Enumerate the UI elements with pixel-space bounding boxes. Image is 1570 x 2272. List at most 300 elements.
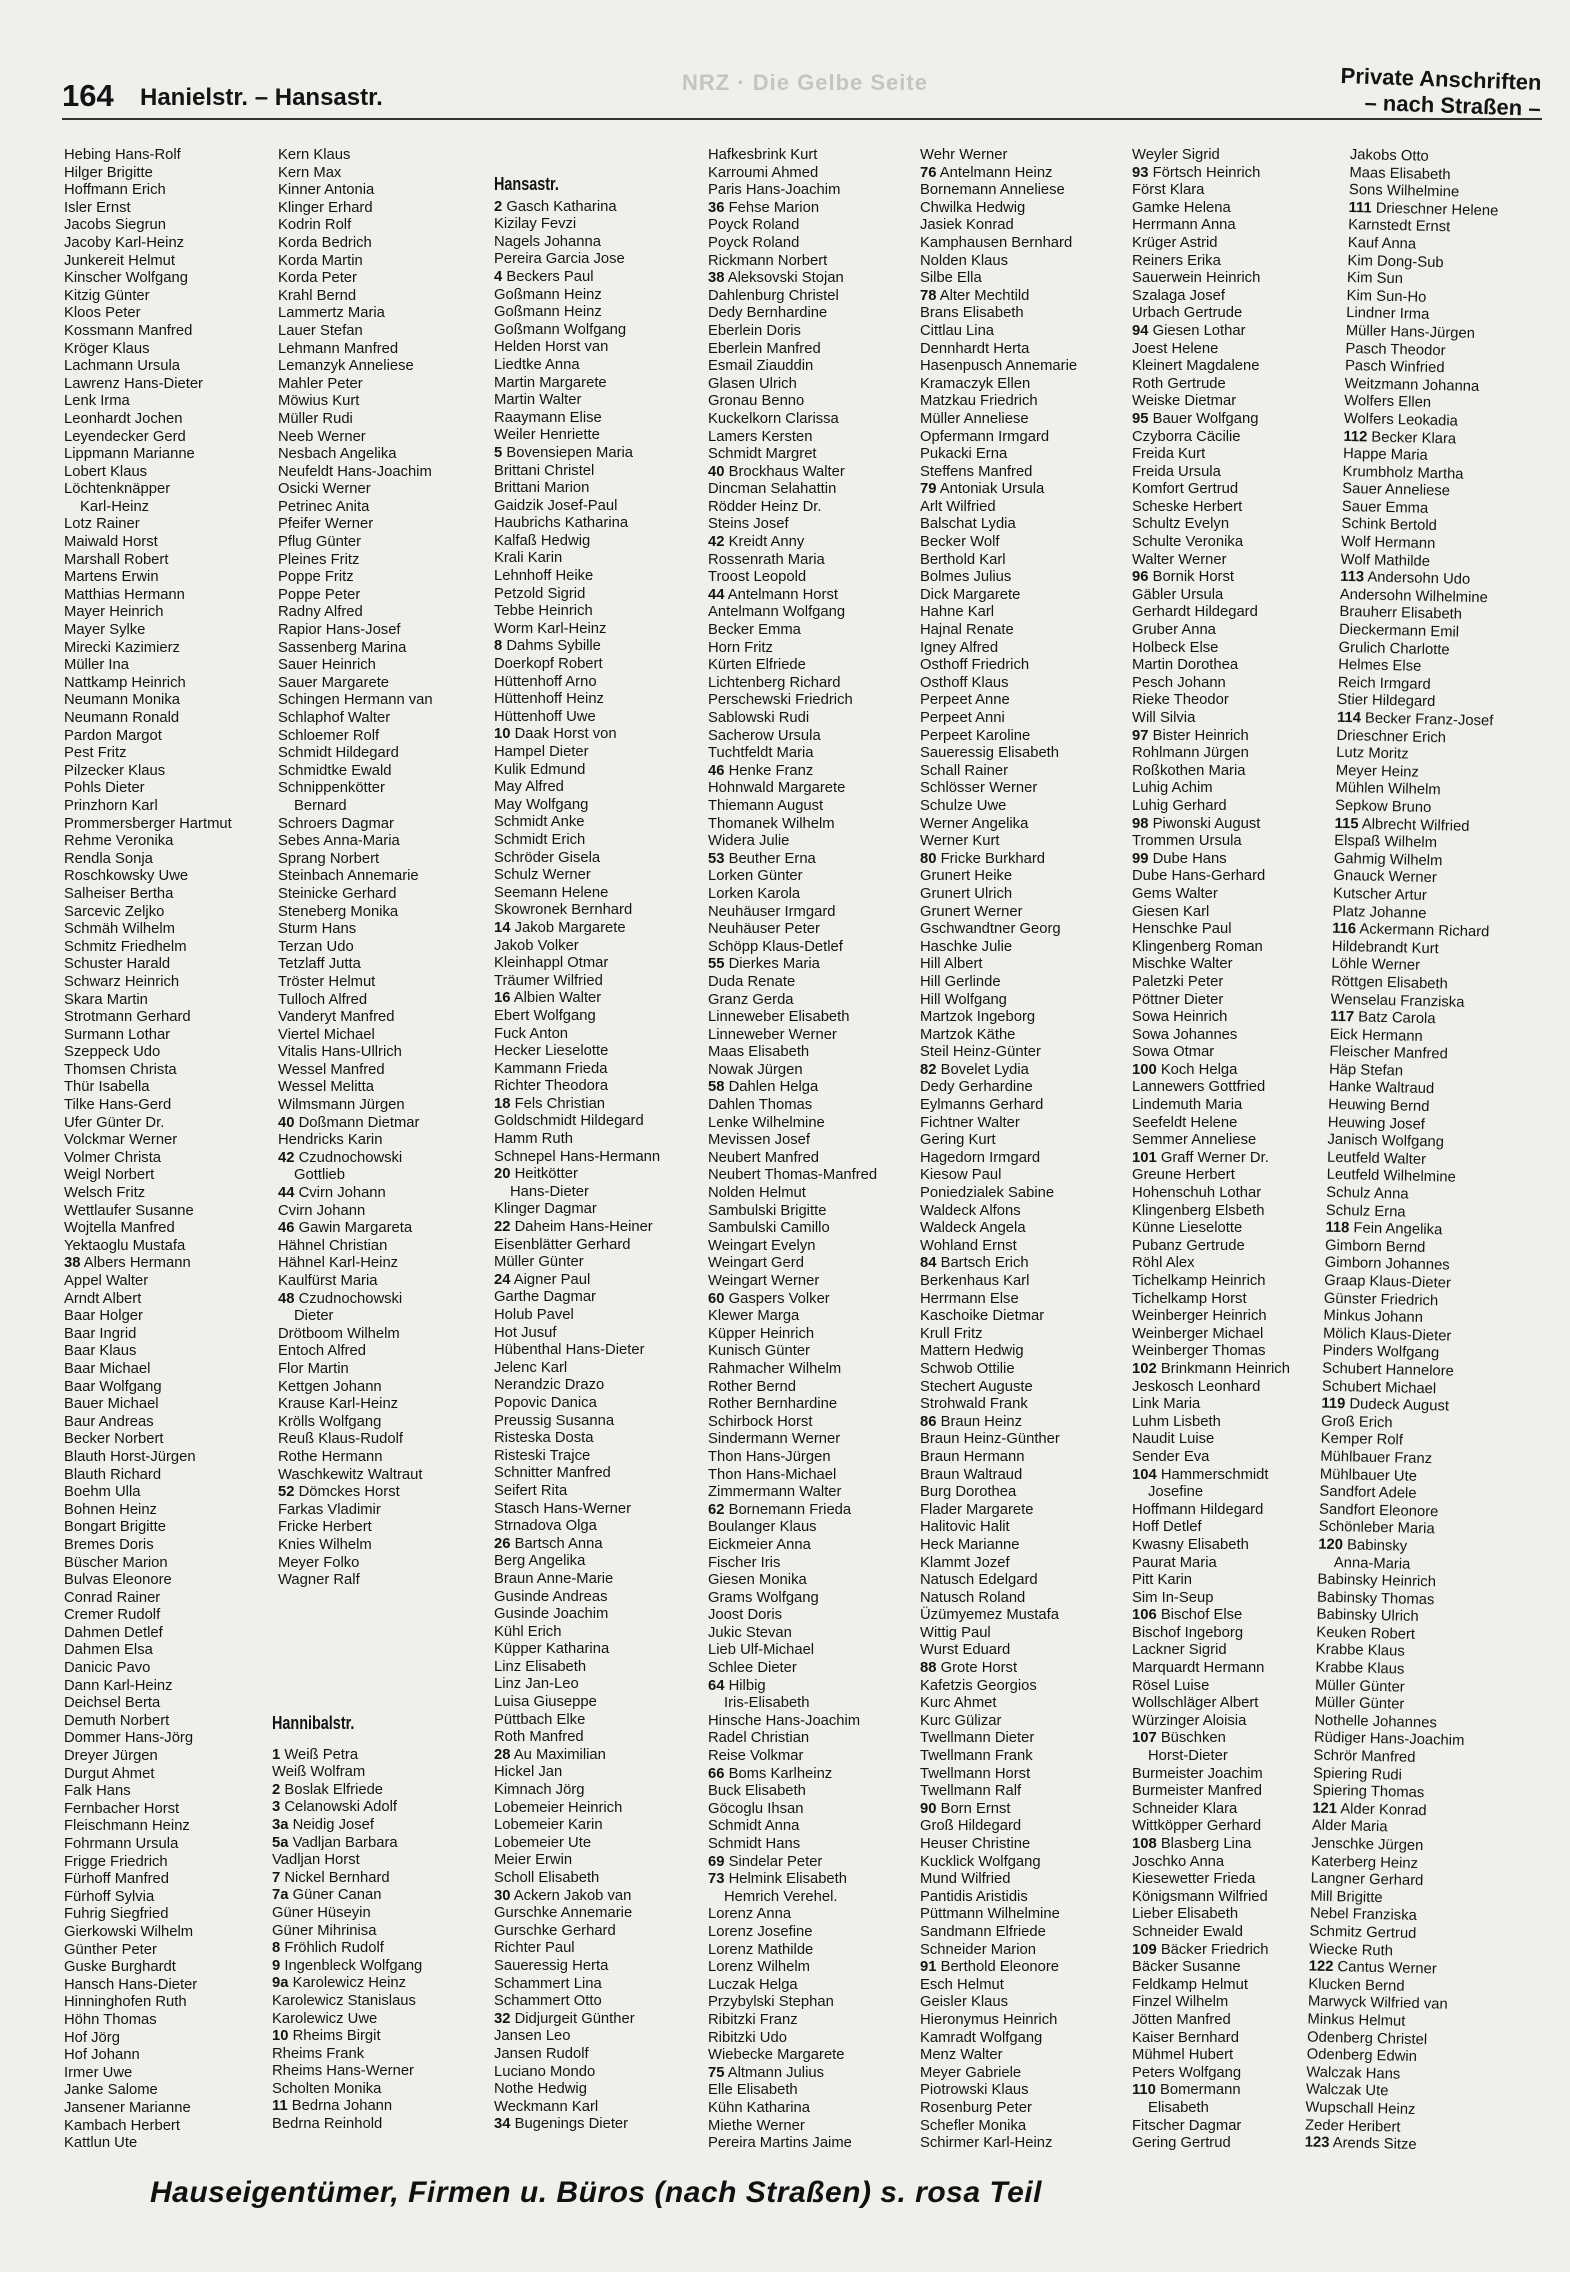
directory-entry: Happe Maria [1342,446,1428,464]
directory-entry: Hoff Detlef [1132,1519,1202,1536]
directory-entry: Worm Karl-Heinz [494,620,607,637]
directory-entry: Hafkesbrink Kurt [708,147,818,163]
directory-entry: Flor Martin [278,1360,349,1377]
directory-entry: Wolfers Ellen [1344,393,1432,412]
directory-entry-continuation: Hemrich Verehel. [724,1888,838,1905]
directory-entry: Miethe Werner [708,2117,805,2134]
directory-entry: Rapior Hans-Josef [278,622,401,639]
directory-entry: Dommer Hans-Jörg [64,1730,194,1747]
house-number: 52 [278,1484,295,1501]
house-number: 5 [494,444,503,461]
directory-entry: Kaschoike Dietmar [920,1308,1045,1325]
directory-entry: Kühn Katharina [708,2099,811,2116]
directory-entry: Schmidt Anna [708,1818,800,1835]
directory-entry: Hickel Jan [494,1764,563,1781]
directory-entry: Hill Albert [920,956,983,973]
directory-entry: Blauth Horst-Jürgen [64,1448,196,1465]
house-number: 20 [494,1166,511,1183]
directory-entry: Zeder Heribert [1304,2116,1401,2136]
directory-entry: Poniedzialek Sabine [920,1185,1055,1202]
directory-entry: Becker Emma [708,622,801,639]
directory-entry: Klammt Jozef [920,1554,1010,1571]
directory-entry: Kurc Gülizar [920,1712,1002,1729]
directory-entry: Seefeldt Helene [1132,1114,1238,1131]
directory-entry: Wohland Ernst [920,1237,1017,1254]
directory-entry: Schink Bertold [1341,516,1438,535]
house-number: 24 [494,1271,511,1288]
directory-entry: Schmitz Friedhelm [64,938,187,955]
directory-entry: Grams Wolfgang [708,1589,819,1606]
house-number: 3 [272,1799,281,1816]
directory-entry: Tetzlaff Jutta [278,956,361,973]
house-number: 14 [494,919,511,936]
directory-entry: Grulich Charlotte [1338,639,1450,659]
directory-entry: Klinger Dagmar [494,1201,597,1218]
directory-entry: Wollschläger Albert [1132,1695,1259,1712]
directory-entry: Geisler Klaus [920,1994,1008,2011]
directory-entry: Hildebrandt Kurt [1331,938,1439,957]
directory-entry: Gamke Helena [1132,199,1231,216]
directory-entry: Heuwing Bernd [1328,1096,1430,1116]
directory-entry: Pereira Martins Jaime [708,2135,852,2152]
directory-entry: Guske Burghardt [64,1959,176,1976]
directory-entry: Mattern Hedwig [920,1343,1024,1360]
directory-entry: Matthias Hermann [64,586,185,603]
directory-entry: Pesch Johann [1132,674,1226,691]
directory-entry-continuation: Elisabeth [1148,2099,1209,2116]
directory-entry: Jansen Leo [494,2028,571,2045]
directory-entry: Lehmann Manfred [278,340,399,357]
house-number: 8 [494,638,503,655]
directory-entry: Dube Hans-Gerhard [1132,868,1266,885]
directory-entry: 113 Andersohn Udo [1340,569,1471,589]
directory-entry: Schingen Hermann van [278,692,433,709]
directory-entry: Helmes Else [1338,657,1422,675]
house-number: 86 [920,1413,937,1430]
directory-entry: Dahlenburg Christel [708,287,839,304]
directory-entry: Schmäh Wilhelm [64,921,176,938]
directory-entry: Krölls Wolfgang [278,1413,382,1430]
directory-entry: Risteska Dosta [494,1430,594,1447]
directory-entry: Hübenthal Hans-Dieter [494,1342,645,1359]
directory-entry: Lotz Rainer [64,516,140,533]
directory-entry: 110 Bomermann [1132,2082,1241,2099]
directory-entry: Wolf Mathilde [1340,551,1431,570]
directory-entry: Dahmen Elsa [64,1642,153,1659]
directory-entry: Sowa Johannes [1132,1026,1238,1043]
directory-entry: Widera Julie [708,833,790,850]
directory-entry: Heuser Christine [920,1836,1031,1852]
house-number: 22 [494,1219,511,1236]
directory-entry: Igney Alfred [920,639,999,656]
bleed-through-title: NRZ · Die Gelbe Seite [682,70,928,95]
directory-entry: 58 Dahlen Helga [708,1079,819,1096]
directory-entry: Dahlen Thomas [708,1097,813,1114]
directory-entry: Träumer Wilfried [494,972,603,989]
directory-entry: Yektaoglu Mustafa [64,1237,186,1254]
directory-entry: Pleines Fritz [278,551,360,568]
directory-entry: Eberlein Doris [708,322,801,339]
directory-entry: Meyer Gabriele [920,2064,1022,2081]
directory-entry-continuation: Anna-Maria [1333,1554,1411,1573]
directory-entry-continuation: Bernard [294,797,347,814]
directory-entry: Minkus Johann [1323,1307,1424,1327]
directory-entry: Rendla Sonja [64,850,153,867]
directory-entry: Linneweber Werner [708,1026,837,1043]
house-number: 1 [272,1746,281,1763]
directory-entry: 8 Dahms Sybille [494,638,601,655]
directory-entry: Gschwandtner Georg [920,921,1061,938]
directory-entry: Kürten Elfriede [708,657,806,674]
directory-entry: Klucken Bernd [1308,1976,1405,1995]
directory-entry: Waschkewitz Waltraut [278,1466,423,1483]
directory-entry: Waldeck Angela [920,1220,1026,1237]
directory-entry: Linz Elisabeth [494,1658,587,1675]
directory-entry: Braun Heinz-Günther [920,1431,1060,1448]
directory-entry: Karnstedt Ernst [1348,217,1451,236]
directory-entry: Rothe Hermann [278,1448,383,1465]
directory-entry: 79 Antoniak Ursula [920,481,1045,498]
directory-entry: Krull Fritz [920,1325,983,1342]
directory-entry: Surmann Lothar [64,1026,171,1043]
directory-entry: Babinsky Heinrich [1317,1571,1437,1591]
directory-entry: Sauerwein Heinrich [1132,270,1261,287]
directory-entry: Kurc Ahmet [920,1695,997,1712]
directory-entry: Scholten Monika [272,2080,382,2097]
directory-entry: Nolden Klaus [920,252,1009,269]
house-number: 60 [708,1290,725,1307]
directory-entry: Martin Dorothea [1132,657,1239,674]
directory-entry: Szeppeck Udo [64,1044,161,1061]
directory-entry: Häp Stefan [1328,1061,1404,1080]
directory-entry: Linneweber Elisabeth [708,1009,850,1026]
directory-entry: Küpper Katharina [494,1641,610,1658]
directory-entry: Üzümyemez Mustafa [920,1607,1059,1624]
directory-entry: Rother Bernhardine [708,1396,838,1413]
directory-entry: Hinsche Hans-Joachim [708,1712,861,1729]
directory-entry: Arlt Wilfried [920,498,996,515]
directory-entry: Radny Alfred [278,604,363,621]
directory-entry: 11 Bedrna Johann [272,2098,393,2115]
directory-entry: Naudit Luise [1132,1431,1215,1448]
directory-entry: Meier Erwin [494,1852,573,1869]
house-number: 9 [272,1957,281,1974]
directory-entry: 46 Henke Franz [708,762,814,779]
directory-entry: Lammertz Maria [278,305,385,322]
directory-entry: 38 Albers Hermann [64,1255,191,1272]
directory-entry: Schmitz Gertrud [1309,1923,1417,1942]
directory-entry: Kleinhappl Otmar [494,955,609,972]
directory-entry: Kimnach Jörg [494,1782,585,1799]
directory-entry: Lorken Günter [708,868,803,885]
directory-entry: Hampel Dieter [494,744,589,760]
directory-entry: Schroers Dagmar [278,815,394,832]
directory-entry: Schloemer Rolf [278,727,380,744]
directory-entry: Kim Dong-Sub [1347,252,1444,271]
directory-entry: Luciano Mondo [494,2063,596,2080]
directory-entry: Thon Hans-Jürgen [708,1448,831,1465]
directory-entry: Grunert Heike [920,868,1013,885]
directory-entry: Jenschke Jürgen [1311,1835,1424,1855]
directory-entry: Gronau Benno [708,393,805,410]
directory-entry: Kleinert Magdalene [1132,358,1260,375]
directory-entry: 46 Gawin Margareta [278,1220,413,1237]
directory-entry: Fitscher Dagmar [1132,2117,1242,2134]
directory-entry: Kwasny Elisabeth [1132,1536,1249,1553]
directory-entry: Pfeifer Werner [278,516,374,533]
directory-entry: Sambulski Brigitte [708,1202,827,1219]
directory-entry: Henschke Paul [1132,921,1232,938]
directory-entry: Gäbler Ursula [1132,586,1224,603]
house-number: 120 [1318,1536,1344,1554]
directory-entry: Thiemann August [708,797,824,814]
house-number: 42 [278,1149,295,1166]
directory-entry: Stier Hildegard [1337,692,1436,711]
directory-entry: Hagedorn Irmgard [920,1149,1041,1166]
directory-entry: Werner Angelika [920,815,1029,832]
directory-entry: Boulanger Klaus [708,1519,817,1536]
directory-entry: Kossmann Manfred [64,322,193,339]
directory-entry: Keuken Robert [1316,1624,1416,1643]
directory-entry: Poppe Peter [278,586,361,603]
directory-entry: May Alfred [494,779,564,796]
directory-entry: Schirbock Horst [708,1413,813,1430]
directory-entry: Prommersberger Hartmut [64,815,232,832]
directory-entry: Kiesewetter Frieda [1132,1871,1256,1888]
directory-entry: Kafetzis Georgios [920,1677,1037,1694]
house-number: 10 [272,2028,289,2045]
house-number: 58 [708,1079,725,1096]
directory-entry: 121 Alder Konrad [1312,1800,1427,1819]
directory-entry: Lorken Karola [708,885,801,902]
directory-entry: Schammert Lina [494,1975,602,1992]
directory-entry: Büscher Marion [64,1554,168,1571]
directory-entry: Gimborn Johannes [1324,1255,1450,1274]
directory-entry: Kutscher Artur [1332,885,1427,904]
directory-entry: Danicic Pavo [64,1660,151,1677]
directory-entry: 9a Karolewicz Heinz [272,1975,407,1992]
directory-entry: Linz Jan-Leo [494,1676,579,1693]
directory-entry: Tröster Helmut [278,973,376,990]
directory-entry: Salheiser Bertha [64,885,174,902]
directory-entry: Lemanzyk Anneliese [278,358,414,375]
directory-entry: Rödder Heinz Dr. [708,498,822,515]
directory-entry: Lobemeier Karin [494,1817,603,1834]
directory-entry: 7 Nickel Bernhard [272,1869,390,1886]
house-number: 79 [920,481,937,498]
directory-entry: Hasenpusch Annemarie [920,358,1078,375]
house-number: 76 [920,164,937,181]
directory-entry: 97 Bister Heinrich [1132,727,1249,744]
directory-entry: Urbach Gertrude [1132,305,1243,322]
directory-entry: 91 Berthold Eleonore [920,1959,1060,1976]
house-number: 30 [494,1887,511,1904]
directory-entry: 95 Bauer Wolfgang [1132,410,1259,427]
directory-entry: Schulz Werner [494,867,591,884]
directory-entry: Hüttenhoff Heinz [494,691,604,708]
directory-entry: Kinner Antonia [278,182,375,199]
directory-column-7 [1304,147,1507,2156]
directory-entry: Neufeldt Hans-Joachim [278,463,432,480]
directory-entry: Martens Erwin [64,569,159,586]
directory-entry: Stechert Auguste [920,1378,1033,1395]
directory-entry: Schulz Erna [1325,1202,1406,1221]
directory-entry: Kloos Peter [64,305,141,322]
directory-entry: 44 Cvirn Johann [278,1185,386,1202]
directory-entry: Kim Sun [1346,270,1404,288]
directory-entry: Gems Walter [1132,885,1218,902]
directory-entry: Leyendecker Gerd [64,428,186,445]
directory-entry: Silbe Ella [920,270,982,287]
directory-entry: Sambulski Camillo [708,1220,830,1237]
directory-entry: Waldeck Alfons [920,1202,1021,1219]
directory-entry: Mischke Walter [1132,956,1233,973]
directory-entry: Pest Fritz [64,745,127,762]
directory-entry: Strohwald Frank [920,1396,1028,1413]
directory-entry: Güner Hüseyin [272,1904,371,1921]
directory-entry: Goßmann Heinz [494,286,602,303]
directory-entry: Krali Karin [494,550,563,567]
directory-entry: Roßkothen Maria [1132,762,1246,779]
directory-entry: Boehm Ulla [64,1484,141,1501]
directory-entry: Hoffmann Erich [64,182,166,199]
house-number: 28 [494,1746,511,1763]
directory-entry: Conrad Rainer [64,1589,161,1606]
house-number: 16 [494,990,511,1007]
directory-entry: 96 Bornik Horst [1132,569,1234,586]
house-number: 44 [708,586,725,603]
directory-entry: Ribitzki Franz [708,2011,798,2028]
directory-entry: Schubert Hannelore [1322,1360,1455,1380]
directory-entry: Burmeister Manfred [1132,1783,1262,1800]
directory-entry: Hot Jusuf [494,1324,557,1341]
directory-entry: Radel Christian [708,1730,810,1747]
directory-entry: Klinger Erhard [278,199,373,216]
directory-entry: Petrinec Anita [278,498,370,515]
directory-entry: Lachmann Ursula [64,358,180,375]
directory-entry: Korda Bedrich [278,234,372,251]
directory-entry: 102 Brinkmann Heinrich [1132,1360,1290,1377]
directory-entry: Pöttner Dieter [1132,991,1224,1008]
directory-entry: Jansen Rudolf [494,2045,589,2062]
directory-entry: Gierkowski Wilhelm [64,1923,194,1940]
directory-entry: Müller Günter [1314,1677,1405,1696]
directory-entry: Wettlaufer Susanne [64,1202,194,1219]
directory-entry: Walter Werner [1132,551,1227,568]
directory-entry: Lorenz Josefine [708,1923,813,1940]
directory-entry: Cremer Rudolf [64,1607,161,1624]
directory-entry: Nowak Jürgen [708,1061,803,1078]
directory-entry: Tebbe Heinrich [494,603,593,620]
directory-entry: Burg Dorothea [920,1484,1017,1501]
directory-entry: Sauer Emma [1341,498,1429,517]
directory-entry: 44 Antelmann Horst [708,586,838,603]
directory-entry: Fischer Iris [708,1554,781,1571]
directory-entry: Gurschke Annemarie [494,1905,633,1922]
directory-entry: Mühlbauer Franz [1320,1448,1433,1468]
directory-entry: Pardon Margot [64,727,162,744]
directory-entry: Hof Johann [64,2047,140,2064]
directory-entry: Schrör Manfred [1313,1747,1416,1766]
directory-entry: Baar Wolfgang [64,1378,162,1395]
directory-entry: Irmer Uwe [64,2064,133,2081]
directory-entry: Roth Gertrude [1132,375,1226,392]
directory-entry: Kröger Klaus [64,340,150,357]
house-number: 44 [278,1185,295,1202]
directory-entry: Halitovic Halit [920,1519,1010,1536]
directory-entry: Höhn Thomas [64,2011,157,2028]
directory-entry: Lindner Irma [1346,305,1430,324]
directory-entry: Entoch Alfred [278,1343,367,1360]
house-number: 121 [1312,1800,1338,1817]
directory-entry: Falk Hans [64,1783,131,1800]
house-number: 2 [494,198,503,215]
directory-entry: Komfort Gertrud [1132,481,1239,498]
directory-entry: Schmidt Hans [708,1836,801,1852]
directory-entry: Maas Elisabeth [1349,164,1451,183]
directory-entry: 118 Fein Angelika [1325,1219,1443,1239]
directory-entry: Balschat Lydia [920,516,1016,533]
directory-entry: Bremes Doris [64,1536,154,1553]
directory-entry: Schneider Klara [1132,1800,1238,1817]
directory-entry: Groß Hildegard [920,1818,1022,1835]
directory-entry: Gurschke Gerhard [494,1922,616,1939]
directory-entry: Richter Theodora [494,1078,609,1095]
directory-entry: Baar Holger [64,1308,143,1325]
directory-entry: Babinsky Thomas [1316,1589,1435,1608]
directory-entry: Rösel Luise [1132,1677,1210,1694]
directory-entry: 28 Au Maximilian [494,1746,606,1763]
directory-entry: Jukic Stevan [708,1624,792,1641]
directory-entry: Pereira Garcia Jose [494,251,625,268]
directory-entry: Prinzhorn Karl [64,797,158,814]
directory-entry: Walczak Ute [1305,2081,1389,2100]
directory-entry: Schefler Monika [920,2117,1027,2134]
directory-entry: Neubert Thomas-Manfred [708,1167,878,1184]
directory-entry: Karroumi Ahmed [708,164,819,181]
directory-entry: Lieber Elisabeth [1132,1906,1239,1923]
directory-entry: Jötten Manfred [1132,2011,1231,2028]
directory-entry: Kammann Frieda [494,1060,608,1077]
directory-entry: Kamphausen Bernhard [920,234,1073,251]
directory-entry: Güner Mihrinisa [272,1922,377,1939]
directory-entry: Karolewicz Uwe [272,2010,378,2027]
directory-entry: Steinbach Annemarie [278,868,419,885]
directory-entry: 88 Grote Horst [920,1660,1018,1677]
directory-entry: 18 Fels Christian [494,1095,606,1112]
directory-entry: Luhig Achim [1132,780,1213,797]
directory-entry: Sons Wilhelmine [1348,182,1460,201]
house-number: 122 [1308,1958,1334,1976]
directory-entry: Kaiser Bernhard [1132,2029,1239,2046]
directory-entry: Jeskosch Leonhard [1132,1378,1261,1395]
directory-entry: Mirecki Kazimierz [64,639,180,656]
directory-entry: 16 Albien Walter [494,990,602,1007]
directory-entry: Jacobs Siegrun [64,217,166,234]
directory-entry: Schulze Uwe [920,797,1007,814]
directory-entry: Marwyck Wilfried van [1307,1993,1448,2014]
directory-entry: Mühlbauer Ute [1319,1466,1418,1485]
directory-entry: Isler Ernst [64,199,131,216]
directory-entry: Elle Elisabeth [708,2082,798,2099]
directory-entry: Wehr Werner [920,147,1008,163]
directory-entry: Perpeet Karoline [920,727,1031,744]
directory-entry: Hinninghofen Ruth [64,1994,187,2011]
directory-entry: Nesbach Angelika [278,446,397,463]
directory-entry: Klingenberg Roman [1132,938,1263,955]
directory-entry: Braun Anne-Marie [494,1570,614,1587]
directory-entry: Müller Hans-Jürgen [1345,322,1476,342]
